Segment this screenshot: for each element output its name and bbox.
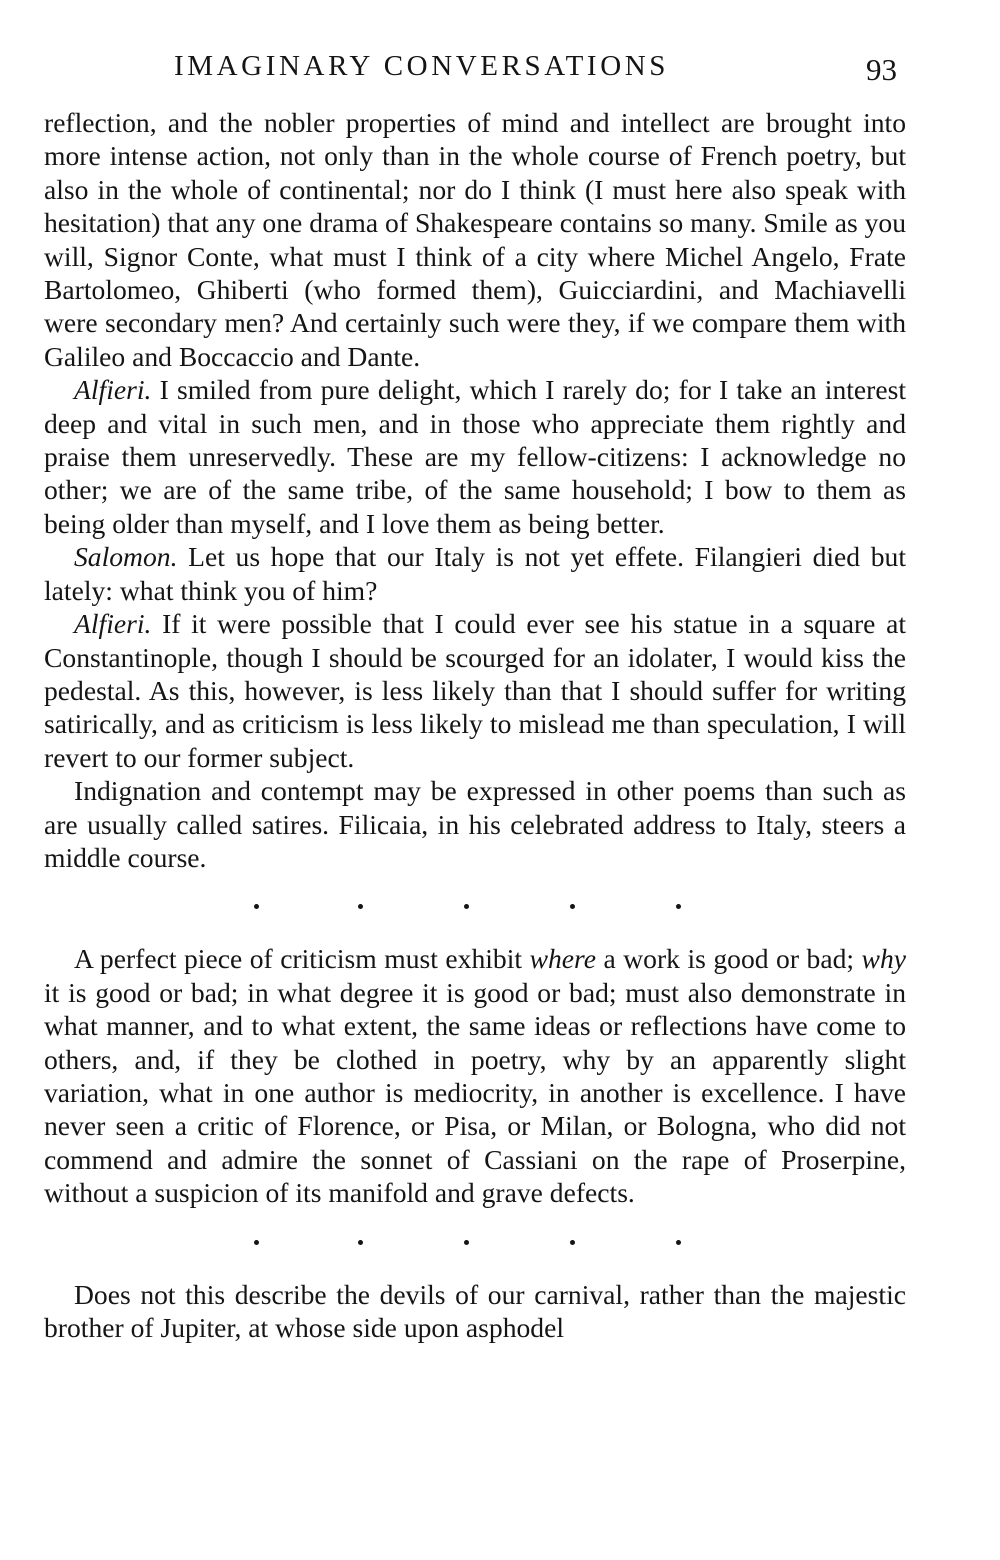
ellipsis-dot <box>676 904 681 909</box>
speaker-name: Alfieri. <box>74 608 152 640</box>
ellipsis-dot <box>358 904 363 909</box>
ellipsis-divider <box>44 1210 906 1278</box>
ellipsis-dot <box>676 1240 681 1245</box>
ellipsis-dot <box>570 904 575 909</box>
speech-text: If it were possible that I could ever see his statue in a square at Constantinople, though I should be scourged for an idolater, I would kiss the pedestal. As this, however, is less likely than that I should suffer for writing satirically, and as criticism is less likely to mislead me than speculation, I will revert to our former subject. <box>44 608 906 773</box>
ellipsis-dot <box>254 904 259 909</box>
page-number: 93 <box>866 52 897 87</box>
paragraph-alfieri-1 <box>44 373 906 540</box>
ellipsis-dot <box>358 1240 363 1245</box>
speech-text: Let us hope that our Italy is not yet effete. Filangieri died but lately: what think you of him? <box>44 541 906 606</box>
ellipsis-divider <box>44 874 906 942</box>
text-run: A perfect piece of criticism must exhibit <box>74 943 530 975</box>
ellipsis-dot <box>464 904 469 909</box>
text-run: a work is good or bad; <box>595 943 862 975</box>
paragraph-devils: Does not this describe the devils of our carnival, rather than the majestic brother of Jupiter, at whose side upon asphodel <box>44 1278 906 1343</box>
ellipsis-dot <box>254 1240 259 1245</box>
emphasis-where: where <box>529 943 596 975</box>
paragraph-alfieri-2 <box>44 607 906 774</box>
page-body <box>44 106 906 1344</box>
paragraph-salomon <box>44 540 906 607</box>
running-title: IMAGINARY CONVERSATIONS <box>174 50 670 82</box>
paragraph-continuation: reflection, and the nobler properties of mind and intellect are brought into more intense action, not only than in the whole course of French poetry, but also in the whole of continental; nor do I think (I must here also speak with hesitation) that any one drama of Shakespeare contains so many. Smile as you will, Signor Conte, what must I think of a city where Michel Angelo, Frate Bartolomeo, Ghiberti (who formed them), Guicciardini, and Machiavelli were secondary men? And certainly such were they, if we compare them with Galileo and Boccaccio and Dante. <box>44 107 906 372</box>
paragraph-criticism <box>44 942 906 1209</box>
running-head <box>0 46 1000 90</box>
speech-text: I smiled from pure delight, which I rarely do; for I take an interest deep and vital in such men, and in those who appreciate them rightly and praise them unreservedly. These are my fellow-citizens: I acknowledge no other; we are of the same tribe, of the same household; I bow to them as being older than myself, and I love them as being better. <box>44 374 906 539</box>
ellipsis-dot <box>570 1240 575 1245</box>
ellipsis-dot <box>464 1240 469 1245</box>
paragraph-indignation: Indignation and contempt may be expressed in other poems than such as are usually called satires. Filicaia, in his celebrated address to Italy, steers a middle course. <box>44 775 906 873</box>
text-run: it is good or bad; in what degree it is good or bad; must also demonstrate in what manner, and to what extent, the same ideas or reflections have come to others, and, if they be clothed in poetry, why by an apparently slight variation, what in one author is mediocrity, in another is excellence. I have never seen a critic of Florence, or Pisa, or Milan, or Bologna, who did not commend and admire the sonnet of Cassiani on the rape of Proserpine, without a suspicion of its manifold and grave defects. <box>44 976 906 1209</box>
speaker-name: Salomon. <box>74 541 178 573</box>
emphasis-why: why <box>861 943 906 975</box>
speaker-name: Alfieri. <box>74 374 152 406</box>
